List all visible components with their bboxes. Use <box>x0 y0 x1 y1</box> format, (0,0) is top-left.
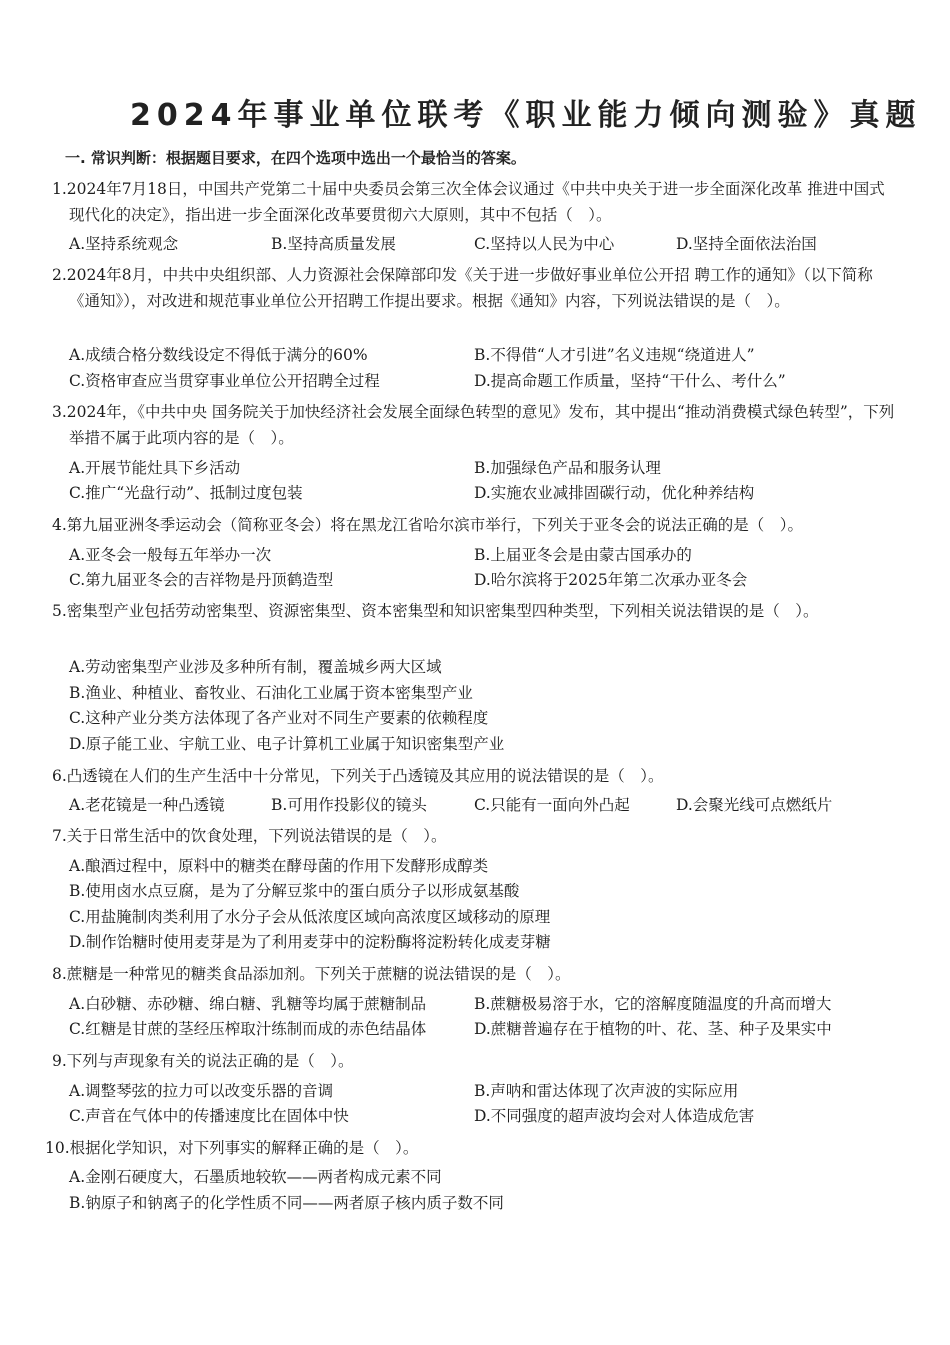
question-2-option-d: D.提高命题工作质量，坚持“干什么、考什么” <box>474 372 786 390</box>
question-3-option-c: C.推广“光盘行动”、抵制过度包装 <box>69 484 303 502</box>
question-6-option-d: D.会聚光线可点燃纸片 <box>676 796 833 814</box>
question-3-option-b: B.加强绿色产品和服务认理 <box>474 459 661 477</box>
question-4-option-b: B.上届亚冬会是由蒙古国承办的 <box>474 546 692 564</box>
question-2-option-b: B.不得借“人才引进”名义违规“绕道进人” <box>474 346 755 364</box>
question-5-option-c: C.这种产业分类方法体现了各产业对不同生产要素的依赖程度 <box>69 709 489 727</box>
question-5-option-a: A.劳动密集型产业涉及多种所有制，覆盖城乡两大区域 <box>69 658 442 676</box>
question-4-option-c: C.第九届亚冬会的吉祥物是丹顶鹤造型 <box>69 571 334 589</box>
question-3-stem: 3.2024年，《中共中央 国务院关于加快经济社会发展全面绿色转型的意见》发布，其中提出“推动消费模式绿色转型”，下列举措不属于此项内容的是（ ）。 <box>52 403 895 447</box>
question-9-option-b: B.声呐和雷达体现了次声波的实际应用 <box>474 1082 739 1100</box>
question-9-option-c: C.声音在气体中的传播速度比在固体中快 <box>69 1107 349 1125</box>
question-6-option-b: B.可用作投影仪的镜头 <box>271 796 427 814</box>
question-8-option-c: C.红糖是甘蔗的茎经压榨取汁练制而成的赤色结晶体 <box>69 1020 427 1038</box>
question-8-option-b: B.蔗糖极易溶于水，它的溶解度随温度的升高而增大 <box>474 995 832 1013</box>
question-2-option-c: C.资格审查应当贯穿事业单位公开招聘全过程 <box>69 372 380 390</box>
question-10-stem: 10.根据化学知识，对下列事实的解释正确的是（ ）。 <box>45 1139 419 1157</box>
question-4-stem: 4.第九届亚洲冬季运动会（简称亚冬会）将在黑龙江省哈尔滨市举行，下列关于亚冬会的说法正确的是（ ）。 <box>52 516 804 534</box>
question-7-option-b: B.使用卤水点豆腐，是为了分解豆浆中的蛋白质分子以形成氨基酸 <box>69 882 520 900</box>
question-1-option-c: C.坚持以人民为中心 <box>474 235 615 253</box>
question-5-stem: 5.密集型产业包括劳动密集型、资源密集型、资本密集型和知识密集型四种类型，下列相关说法错误的是（ ）。 <box>52 602 819 620</box>
question-3-option-a: A.开展节能灶具下乡活动 <box>69 459 241 477</box>
page-title: 2024年事业单位联考《职业能力倾向测验》真题 <box>130 98 922 133</box>
question-9-stem: 9.下列与声现象有关的说法正确的是（ ）。 <box>52 1052 354 1070</box>
question-2-option-a: A.成绩合格分数线设定不得低于满分的60% <box>69 346 368 364</box>
question-8-stem: 8.蔗糖是一种常见的糖类食品添加剂。下列关于蔗糖的说法错误的是（ ）。 <box>52 965 571 983</box>
question-4-option-a: A.亚冬会一般每五年举办一次 <box>69 546 272 564</box>
question-6-stem: 6.凸透镜在人们的生产生活中十分常见，下列关于凸透镜及其应用的说法错误的是（ ）。 <box>52 767 664 785</box>
question-1-option-a: A.坚持系统观念 <box>69 235 179 253</box>
question-1-stem: 1.2024年7月18日，中国共产党第二十届中央委员会第三次全体会议通过《中共中央关于进一步全面深化改革 推进中国式现代化的决定》，指出进一步全面深化改革要贯彻六大原则，其中不包括（ ）。 <box>52 180 885 224</box>
question-2-stem: 2.2024年8月，中共中央组织部、人力资源社会保障部印发《关于进一步做好事业单位公开招 聘工作的通知》（以下简称《通知》），对改进和规范事业单位公开招聘工作提出要求。根据《通知》内容，下列说法错误的是（ ）。 <box>52 266 873 310</box>
question-7-option-c: C.用盐腌制肉类利用了水分子会从低浓度区域向高浓度区域移动的原理 <box>69 908 551 926</box>
question-4-option-d: D.哈尔滨将于2025年第二次承办亚冬会 <box>474 571 748 589</box>
question-5-option-b: B.渔业、种植业、畜牧业、石油化工业属于资本密集型产业 <box>69 684 473 702</box>
section-heading: 一. 常识判断：根据题目要求，在四个选项中选出一个最恰当的答案。 <box>65 149 526 167</box>
question-6-option-c: C.只能有一面向外凸起 <box>474 796 630 814</box>
question-10-option-a: A.金刚石硬度大，石墨质地较软——两者构成元素不同 <box>69 1168 442 1186</box>
question-7-option-a: A.酿酒过程中，原料中的糖类在酵母菌的作用下发酵形成醇类 <box>69 857 489 875</box>
question-1-option-b: B.坚持高质量发展 <box>271 235 396 253</box>
page-title-cropped <box>130 84 922 133</box>
question-9-option-a: A.调整琴弦的拉力可以改变乐器的音调 <box>69 1082 334 1100</box>
question-8-option-a: A.白砂糖、赤砂糖、绵白糖、乳糖等均属于蔗糖制品 <box>69 995 427 1013</box>
question-9-option-d: D.不同强度的超声波均会对人体造成危害 <box>474 1107 755 1125</box>
question-7-option-d: D.制作饴糖时使用麦芽是为了利用麦芽中的淀粉酶将淀粉转化成麦芽糖 <box>69 933 551 951</box>
question-6-option-a: A.老花镜是一种凸透镜 <box>69 796 225 814</box>
question-8-option-d: D.蔗糖普遍存在于植物的叶、花、茎、种子及果实中 <box>474 1020 832 1038</box>
question-7-stem: 7.关于日常生活中的饮食处理，下列说法错误的是（ ）。 <box>52 827 447 845</box>
question-3-option-d: D.实施农业减排固碳行动，优化种养结构 <box>474 484 755 502</box>
question-10-option-b: B.钠原子和钠离子的化学性质不同——两者原子核内质子数不同 <box>69 1194 504 1212</box>
question-1-option-d: D.坚持全面依法治国 <box>676 235 817 253</box>
question-5-option-d: D.原子能工业、宇航工业、电子计算机工业属于知识密集型产业 <box>69 735 505 753</box>
